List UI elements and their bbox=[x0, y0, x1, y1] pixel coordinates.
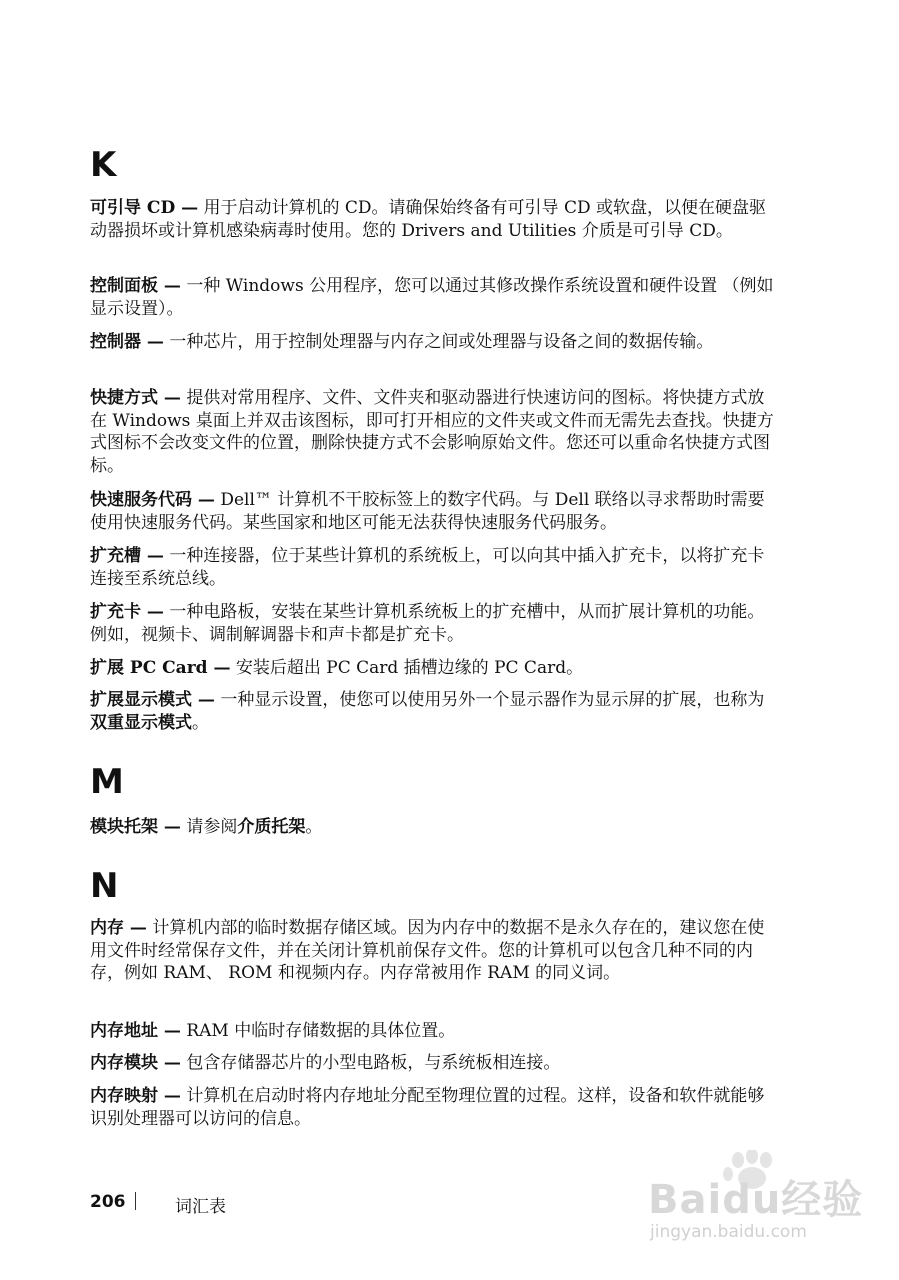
entry-term: 内存 — bbox=[90, 918, 147, 938]
entry-term: 模块托架 — bbox=[90, 817, 181, 837]
entry-text: 一种芯片，用于控制处理器与内存之间或处理器与设备之间的数据传输。 bbox=[163, 332, 714, 352]
entry-text: 包含存储器芯片的小型电路板，与系统板相连接。 bbox=[180, 1053, 561, 1073]
watermark-url: jingyan.baidu.com bbox=[650, 1222, 807, 1242]
entry-term: 内存映射 — bbox=[90, 1086, 181, 1106]
entry-text: 一种连接器，位于某些计算机的系统板上，可以向其中插入扩充卡，以将扩充卡连接至系统总线。 bbox=[90, 546, 765, 589]
entry-text: 一种显示设置，使您可以使用另外一个显示器作为显示屏的扩展，也称为 bbox=[214, 690, 765, 710]
entry-text: 用于启动计算机的 CD。请确保始终备有可引导 CD 或软盘，以便在硬盘驱动器损坏或计算机感染病毒时使用。您的 Drivers and Utilities 介质是可引导 CD。 bbox=[90, 198, 766, 241]
glossary-entry bbox=[90, 197, 780, 242]
footer-section-title: 词汇表 bbox=[175, 1197, 226, 1217]
entry-term: 快捷方式 — bbox=[90, 388, 181, 408]
footer-divider bbox=[135, 1192, 136, 1210]
entry-term: 快速服务代码 — bbox=[90, 490, 215, 510]
page-number: 206 bbox=[90, 1192, 126, 1212]
entry-text: RAM 中临时存储数据的具体位置。 bbox=[180, 1021, 456, 1041]
glossary-entry bbox=[90, 489, 780, 534]
entry-text: 请参阅 bbox=[180, 817, 238, 837]
entry-text: 提供对常用程序、文件、文件夹和驱动器进行快速访问的图标。将快捷方式放在 Windows 桌面上并双击该图标，即可打开相应的文件夹或文件而无需先去查找。快捷方式图标不会改变文件的位置，删除快捷方式不会影响原始文件。您还可以重命名快捷方式图标。 bbox=[90, 388, 774, 476]
watermark-brand: Baidu经验 bbox=[648, 1177, 864, 1223]
glossary-entry bbox=[90, 387, 780, 477]
glossary-entry bbox=[90, 657, 780, 680]
section-letter-n: N bbox=[90, 866, 119, 906]
glossary-entry bbox=[90, 816, 780, 839]
entry-text: 计算机在启动时将内存地址分配至物理位置的过程。这样，设备和软件就能够识别处理器可以访问的信息。 bbox=[90, 1086, 765, 1129]
glossary-entry bbox=[90, 545, 780, 590]
glossary-entry bbox=[90, 1052, 780, 1075]
entry-tail: 。 bbox=[305, 817, 323, 837]
entry-term: 内存模块 — bbox=[90, 1053, 181, 1073]
entry-term: 控制器 — bbox=[90, 332, 164, 352]
glossary-entry bbox=[90, 601, 780, 646]
glossary-entry bbox=[90, 689, 780, 734]
entry-term: 扩充槽 — bbox=[90, 546, 164, 566]
section-letter-m: M bbox=[90, 762, 124, 802]
glossary-entry bbox=[90, 1020, 780, 1043]
section-letter-k: K bbox=[90, 145, 117, 185]
entry-term: 内存地址 — bbox=[90, 1021, 181, 1041]
entry-term: 扩展 PC Card — bbox=[90, 658, 231, 678]
entry-text: Dell™ 计算机不干胶标签上的数字代码。与 Dell 联络以寻求帮助时需要使用快速服务代码。某些国家和地区可能无法获得快速服务代码服务。 bbox=[90, 490, 765, 533]
entry-term: 扩展显示模式 — bbox=[90, 690, 215, 710]
entry-text: 计算机内部的临时数据存储区域。因为内存中的数据不是永久存在的，建议您在使用文件时经常保存文件，并在关闭计算机前保存文件。您的计算机可以包含几种不同的内存，例如 RAM、 ROM 和视频内存。内存常被用作 RAM 的同义词。 bbox=[90, 918, 765, 983]
glossary-entry bbox=[90, 1085, 780, 1130]
cross-reference: 双重显示模式 bbox=[90, 712, 192, 733]
entry-tail: 。 bbox=[192, 712, 209, 733]
entry-term: 可引导 CD — bbox=[90, 198, 199, 218]
entry-text: 一种电路板，安装在某些计算机系统板上的扩充槽中，从而扩展计算机的功能。例如，视频卡、调制解调器卡和声卡都是扩充卡。 bbox=[90, 602, 765, 645]
cross-reference: 介质托架 bbox=[237, 817, 306, 837]
glossary-entry bbox=[90, 331, 780, 354]
entry-term: 控制面板 — bbox=[90, 276, 181, 296]
entry-term: 扩充卡 — bbox=[90, 602, 164, 622]
entry-text: 一种 Windows 公用程序，您可以通过其修改操作系统设置和硬件设置 （例如显示设置）。 bbox=[90, 276, 774, 319]
glossary-entry bbox=[90, 917, 780, 985]
glossary-entry bbox=[90, 275, 780, 320]
entry-text: 安装后超出 PC Card 插槽边缘的 PC Card。 bbox=[230, 658, 584, 678]
